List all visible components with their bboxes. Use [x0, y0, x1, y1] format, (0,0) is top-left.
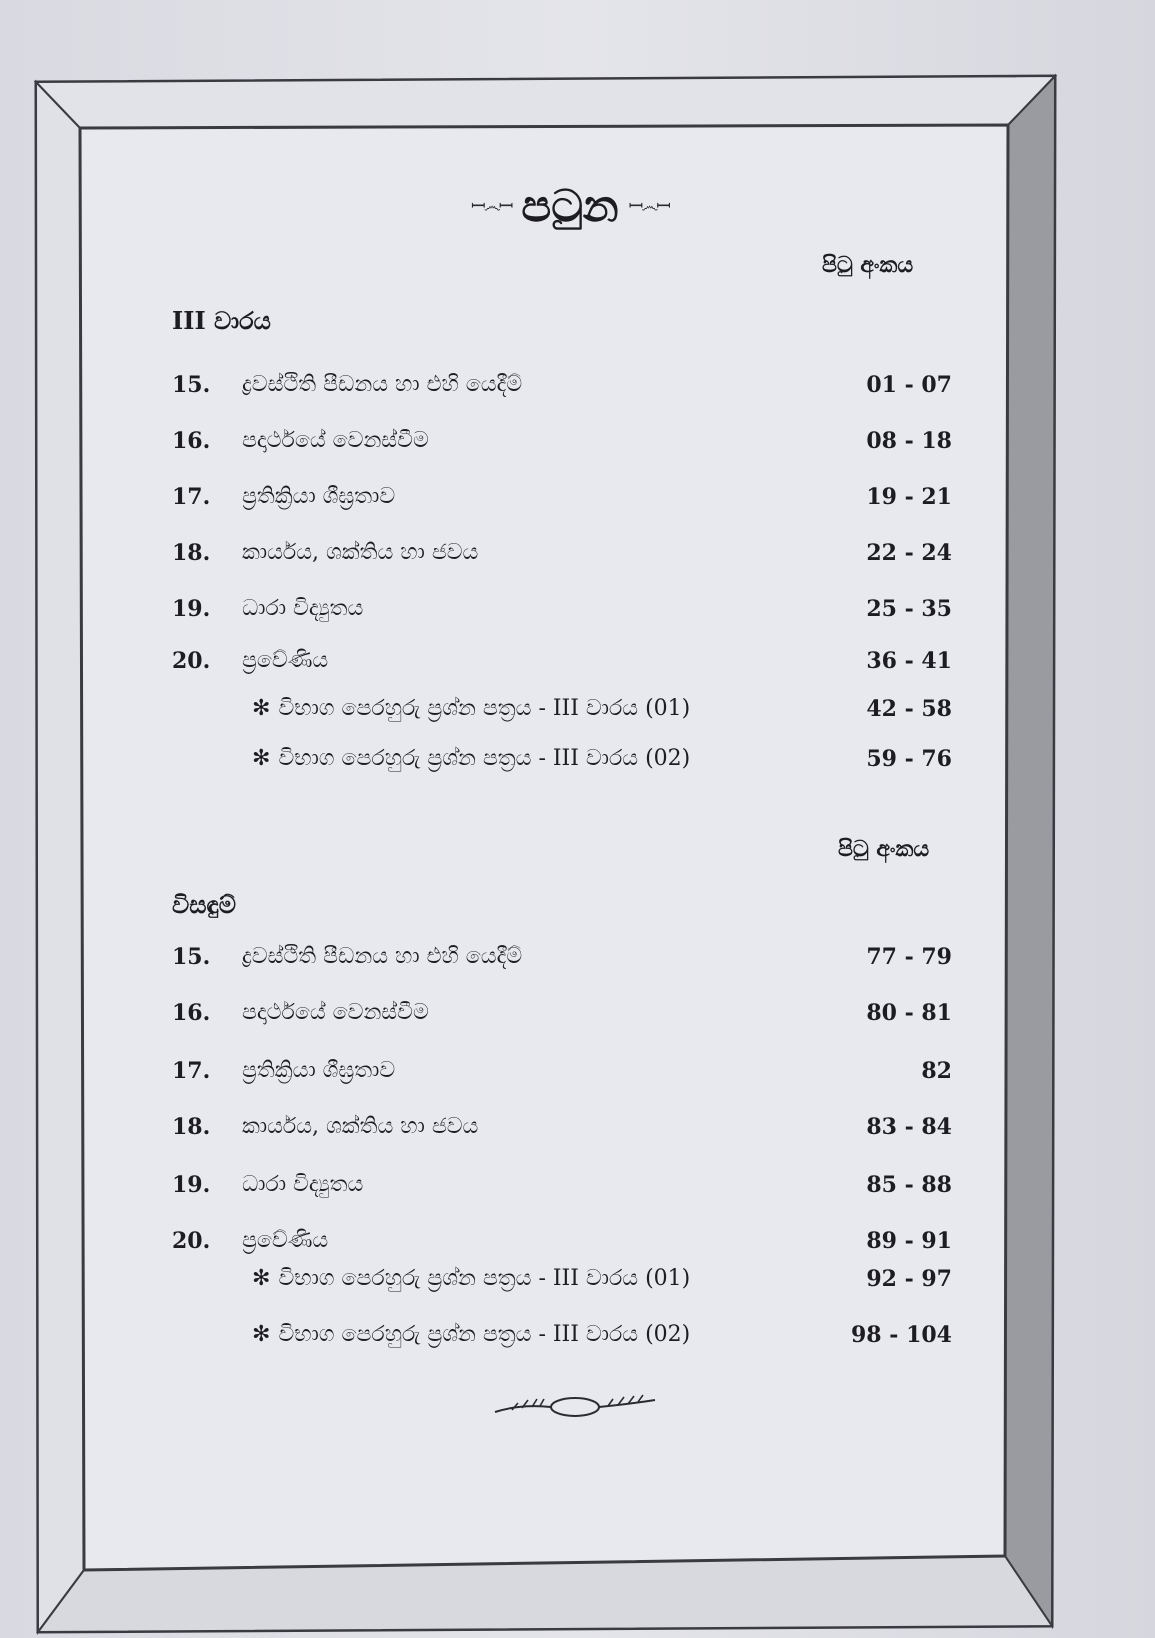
section-heading-term: III වාරය: [172, 306, 271, 335]
toc-entry[interactable]: [172, 944, 952, 980]
toc-entry[interactable]: [172, 484, 952, 520]
flourish-ornament-icon: [490, 1392, 660, 1422]
title-text: පටුන: [521, 180, 619, 232]
toc-entry[interactable]: [172, 1266, 952, 1302]
toc-entry[interactable]: [172, 1114, 952, 1150]
entry-label: කාර්යය, ශක්තිය හා ජවය: [242, 1114, 479, 1139]
section-heading-answers: විසඳුම්: [172, 890, 237, 919]
toc-entry[interactable]: [172, 1000, 952, 1036]
entry-number: 15.: [172, 944, 211, 970]
entry-label: [252, 746, 690, 771]
toc-entry[interactable]: [172, 596, 952, 632]
star-icon: ✻: [252, 696, 271, 721]
toc-entry[interactable]: [172, 746, 952, 782]
toc-entry[interactable]: [172, 372, 952, 408]
page-number-header: පිටු අංකය: [822, 252, 914, 278]
entry-number: 17.: [172, 484, 211, 510]
toc-entry[interactable]: [172, 1228, 952, 1264]
entry-label-text: විභාග පෙරහුරු ප්‍රශ්න පත්‍රය - III වාරය (02): [278, 1322, 691, 1347]
entry-label: ධාරා විද්‍යුතය: [242, 1172, 364, 1197]
page-title: [420, 176, 720, 236]
entry-pages: 08 - 18: [866, 428, 952, 454]
entry-pages: 36 - 41: [866, 648, 952, 674]
entry-number: 19.: [172, 1172, 211, 1198]
entry-label: ප්‍රවේණිය: [242, 1228, 329, 1253]
entry-pages: 82: [921, 1058, 952, 1084]
entry-label: ප්‍රතික්‍රියා ශීඝ්‍රතාව: [242, 484, 396, 509]
entry-pages: 25 - 35: [866, 596, 952, 622]
toc-entry[interactable]: [172, 1322, 952, 1358]
entry-pages: 80 - 81: [866, 1000, 952, 1026]
entry-pages: 85 - 88: [866, 1172, 952, 1198]
page-number-header: පිටු අංකය: [838, 836, 930, 862]
entry-label: [252, 696, 690, 721]
entry-label: පදාර්ථයේ වෙනස්වීම: [242, 428, 429, 453]
toc-entry[interactable]: [172, 428, 952, 464]
entry-label: [252, 1322, 690, 1347]
entry-number: 15.: [172, 372, 211, 398]
star-icon: ✻: [252, 1266, 271, 1291]
entry-pages: 22 - 24: [866, 540, 952, 566]
entry-pages: 42 - 58: [866, 696, 952, 722]
entry-label: ප්‍රවේණිය: [242, 648, 329, 673]
title-ornament-left: ꟷ෴ꟷ: [471, 196, 512, 217]
entry-label: පදාර්ථයේ වෙනස්වීම: [242, 1000, 429, 1025]
title-ornament-right: ꟷ෴ꟷ: [628, 196, 669, 217]
entry-pages: 98 - 104: [851, 1322, 952, 1348]
entry-label: ප්‍රතික්‍රියා ශීඝ්‍රතාව: [242, 1058, 396, 1083]
entry-label-text: විභාග පෙරහුරු ප්‍රශ්න පත්‍රය - III වාරය (01): [278, 1266, 691, 1291]
star-icon: ✻: [252, 1322, 271, 1347]
entry-number: 20.: [172, 1228, 211, 1254]
entry-label: ධාරා විද්‍යුතය: [242, 596, 364, 621]
toc-entry[interactable]: [172, 696, 952, 732]
entry-number: 18.: [172, 1114, 211, 1140]
entry-number: 16.: [172, 428, 211, 454]
entry-label: [252, 1266, 690, 1291]
entry-label-text: විභාග පෙරහුරු ප්‍රශ්න පත්‍රය - III වාරය (01): [278, 696, 691, 721]
entry-number: 18.: [172, 540, 211, 566]
entry-label: ද්‍රවස්ථිති පීඩනය හා එහි යෙදීම්: [242, 944, 523, 969]
toc-entry[interactable]: [172, 540, 952, 576]
entry-number: 17.: [172, 1058, 211, 1084]
entry-pages: 01 - 07: [866, 372, 952, 398]
star-icon: ✻: [252, 746, 271, 771]
entry-number: 19.: [172, 596, 211, 622]
entry-pages: 92 - 97: [866, 1266, 952, 1292]
entry-label: ද්‍රවස්ථිති පීඩනය හා එහි යෙදීම්: [242, 372, 523, 397]
toc-entry[interactable]: [172, 648, 952, 684]
entry-pages: 83 - 84: [866, 1114, 952, 1140]
entry-pages: 89 - 91: [866, 1228, 952, 1254]
entry-pages: 59 - 76: [866, 746, 952, 772]
entry-number: 16.: [172, 1000, 211, 1026]
entry-label-text: විභාග පෙරහුරු ප්‍රශ්න පත්‍රය - III වාරය (02): [278, 746, 691, 771]
entry-pages: 19 - 21: [866, 484, 952, 510]
toc-entry[interactable]: [172, 1058, 952, 1094]
toc-entry[interactable]: [172, 1172, 952, 1208]
entry-pages: 77 - 79: [866, 944, 952, 970]
entry-label: කාර්යය, ශක්තිය හා ජවය: [242, 540, 479, 565]
entry-number: 20.: [172, 648, 211, 674]
